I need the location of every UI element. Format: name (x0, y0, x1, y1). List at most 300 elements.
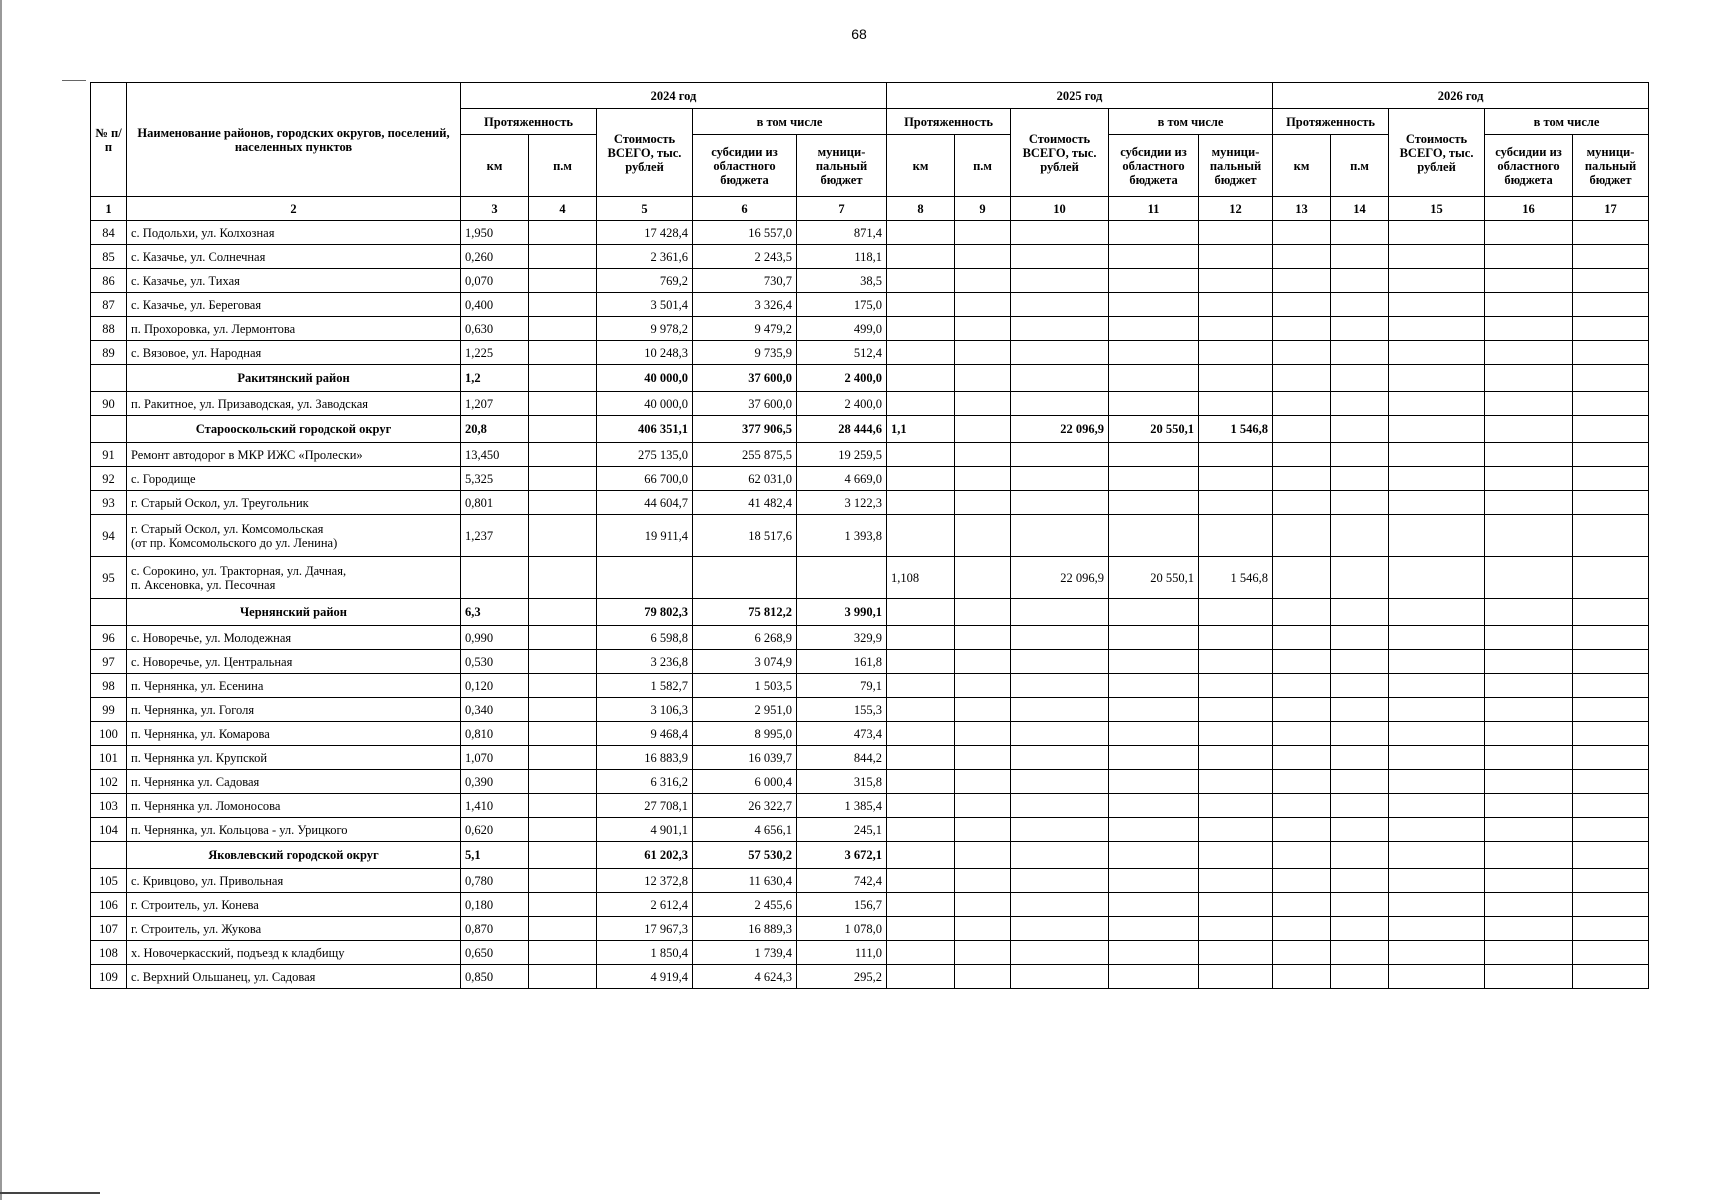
cost-2024: 2 361,6 (597, 245, 693, 269)
pm-2025 (955, 365, 1011, 392)
km-2025 (887, 698, 955, 722)
group-row (91, 365, 1649, 392)
municipal-2026 (1573, 842, 1649, 869)
km-2024: 0,870 (461, 917, 529, 941)
km-2025 (887, 941, 955, 965)
km-2026 (1273, 491, 1331, 515)
km-2026 (1273, 650, 1331, 674)
municipal-2025 (1199, 941, 1273, 965)
municipal-2026 (1573, 917, 1649, 941)
pm-2025 (955, 515, 1011, 557)
km-2024: 1,207 (461, 392, 529, 416)
pm-2025 (955, 965, 1011, 989)
column-number: 10 (1011, 197, 1109, 221)
table-row (91, 650, 1649, 674)
subsidies-2025: 20 550,1 (1109, 557, 1199, 599)
pm-2024 (529, 515, 597, 557)
cost-2024: 79 802,3 (597, 599, 693, 626)
subsidies-2025 (1109, 818, 1199, 842)
cost-2026 (1389, 626, 1485, 650)
km-2026 (1273, 722, 1331, 746)
location-name: п. Ракитное, ул. Призаводская, ул. Заводская (127, 392, 461, 416)
location-name-line1: г. Старый Оскол, ул. Комсомольская (131, 521, 324, 536)
municipal-2024: 175,0 (797, 293, 887, 317)
pm-2024 (529, 557, 597, 599)
header-length: Протяженность (887, 109, 1011, 135)
municipal-2024: 3 672,1 (797, 842, 887, 869)
cost-2025 (1011, 515, 1109, 557)
subsidies-2026 (1485, 650, 1573, 674)
cost-2024: 40 000,0 (597, 365, 693, 392)
subsidies-2025 (1109, 650, 1199, 674)
location-name-line2: п. Аксеновка, ул. Песочная (131, 577, 276, 592)
cost-2025 (1011, 650, 1109, 674)
municipal-2026 (1573, 818, 1649, 842)
municipal-2026 (1573, 467, 1649, 491)
table-row (91, 515, 1649, 557)
km-2025 (887, 341, 955, 365)
subsidies-2025 (1109, 722, 1199, 746)
location-name (127, 557, 461, 599)
cost-2026 (1389, 392, 1485, 416)
subsidies-2024: 16 889,3 (693, 917, 797, 941)
subsidies-2024: 2 951,0 (693, 698, 797, 722)
cost-2025 (1011, 221, 1109, 245)
location-name: г. Строитель, ул. Жукова (127, 917, 461, 941)
municipal-2026 (1573, 674, 1649, 698)
table-row (91, 770, 1649, 794)
municipal-2025 (1199, 293, 1273, 317)
pm-2026 (1331, 746, 1389, 770)
km-2026 (1273, 842, 1331, 869)
km-2026 (1273, 794, 1331, 818)
subsidies-2026 (1485, 269, 1573, 293)
column-number: 1 (91, 197, 127, 221)
cost-2026 (1389, 599, 1485, 626)
table-row (91, 965, 1649, 989)
municipal-2026 (1573, 317, 1649, 341)
pm-2024 (529, 722, 597, 746)
column-number: 6 (693, 197, 797, 221)
pm-2025 (955, 941, 1011, 965)
cost-2025 (1011, 467, 1109, 491)
km-2026 (1273, 317, 1331, 341)
column-number: 8 (887, 197, 955, 221)
subsidies-2026 (1485, 467, 1573, 491)
pm-2026 (1331, 893, 1389, 917)
pm-2026 (1331, 365, 1389, 392)
cost-2026 (1389, 842, 1485, 869)
row-number (91, 842, 127, 869)
subsidies-2025: 20 550,1 (1109, 416, 1199, 443)
table-row (91, 392, 1649, 416)
pm-2026 (1331, 245, 1389, 269)
subsidies-2026 (1485, 245, 1573, 269)
subsidies-2026 (1485, 917, 1573, 941)
row-number: 91 (91, 443, 127, 467)
cost-2025 (1011, 965, 1109, 989)
header-pm: п.м (955, 135, 1011, 197)
row-number: 85 (91, 245, 127, 269)
cost-2025 (1011, 941, 1109, 965)
group-row (91, 599, 1649, 626)
pm-2024 (529, 794, 597, 818)
km-2024: 0,850 (461, 965, 529, 989)
location-name: с. Верхний Ольшанец, ул. Садовая (127, 965, 461, 989)
pm-2024 (529, 842, 597, 869)
pm-2026 (1331, 794, 1389, 818)
municipal-2025 (1199, 626, 1273, 650)
location-name: п. Чернянка ул. Крупской (127, 746, 461, 770)
km-2025: 1,108 (887, 557, 955, 599)
column-number: 12 (1199, 197, 1273, 221)
cost-2026 (1389, 698, 1485, 722)
pm-2024 (529, 917, 597, 941)
subsidies-2026 (1485, 443, 1573, 467)
cost-2025 (1011, 770, 1109, 794)
km-2025 (887, 245, 955, 269)
pm-2026 (1331, 317, 1389, 341)
cost-2026 (1389, 770, 1485, 794)
km-2025 (887, 269, 955, 293)
table-row (91, 869, 1649, 893)
table-row (91, 698, 1649, 722)
pm-2026 (1331, 842, 1389, 869)
municipal-2026 (1573, 698, 1649, 722)
header-subsidies: субсидии из областного бюджета (1485, 135, 1573, 197)
pm-2024 (529, 674, 597, 698)
column-number: 7 (797, 197, 887, 221)
cost-2024: 10 248,3 (597, 341, 693, 365)
cost-2024: 2 612,4 (597, 893, 693, 917)
location-name: с. Новоречье, ул. Центральная (127, 650, 461, 674)
location-name (127, 515, 461, 557)
subsidies-2025 (1109, 491, 1199, 515)
table-row (91, 245, 1649, 269)
cost-2026 (1389, 818, 1485, 842)
cost-2026 (1389, 317, 1485, 341)
pm-2024 (529, 365, 597, 392)
pm-2024 (529, 626, 597, 650)
cost-2026 (1389, 746, 1485, 770)
km-2024: 1,237 (461, 515, 529, 557)
pm-2026 (1331, 869, 1389, 893)
pm-2026 (1331, 626, 1389, 650)
pm-2026 (1331, 674, 1389, 698)
group-row (91, 416, 1649, 443)
km-2025 (887, 794, 955, 818)
subsidies-2024: 377 906,5 (693, 416, 797, 443)
km-2024: 0,070 (461, 269, 529, 293)
municipal-2024: 4 669,0 (797, 467, 887, 491)
km-2025 (887, 770, 955, 794)
km-2025 (887, 626, 955, 650)
cost-2024: 61 202,3 (597, 842, 693, 869)
pm-2026 (1331, 467, 1389, 491)
km-2026 (1273, 818, 1331, 842)
location-name: с. Городище (127, 467, 461, 491)
subsidies-2026 (1485, 626, 1573, 650)
table-row (91, 293, 1649, 317)
cost-2025 (1011, 245, 1109, 269)
km-2024: 0,801 (461, 491, 529, 515)
cost-2026 (1389, 869, 1485, 893)
row-number: 90 (91, 392, 127, 416)
subsidies-2024: 9 735,9 (693, 341, 797, 365)
table-row (91, 794, 1649, 818)
subsidies-2026 (1485, 416, 1573, 443)
municipal-2026 (1573, 626, 1649, 650)
pm-2025 (955, 893, 1011, 917)
district-name: Ракитянский район (127, 365, 461, 392)
subsidies-2024: 62 031,0 (693, 467, 797, 491)
pm-2026 (1331, 515, 1389, 557)
km-2025 (887, 818, 955, 842)
municipal-2026 (1573, 557, 1649, 599)
km-2024: 13,450 (461, 443, 529, 467)
km-2024: 5,325 (461, 467, 529, 491)
km-2026 (1273, 965, 1331, 989)
km-2026 (1273, 515, 1331, 557)
cost-2025 (1011, 818, 1109, 842)
pm-2025 (955, 416, 1011, 443)
km-2026 (1273, 917, 1331, 941)
km-2026 (1273, 941, 1331, 965)
row-number: 86 (91, 269, 127, 293)
subsidies-2026 (1485, 698, 1573, 722)
table-row (91, 341, 1649, 365)
location-name: Ремонт автодорог в МКР ИЖС «Пролески» (127, 443, 461, 467)
municipal-2025 (1199, 515, 1273, 557)
pm-2025 (955, 842, 1011, 869)
pm-2025 (955, 722, 1011, 746)
municipal-2025 (1199, 770, 1273, 794)
row-number: 88 (91, 317, 127, 341)
pm-2024 (529, 491, 597, 515)
km-2025 (887, 392, 955, 416)
municipal-2024: 473,4 (797, 722, 887, 746)
subsidies-2026 (1485, 341, 1573, 365)
pm-2024 (529, 245, 597, 269)
km-2024: 0,400 (461, 293, 529, 317)
cost-2025 (1011, 674, 1109, 698)
header-name: Наименование районов, городских округов, поселений, населенных пунктов (127, 83, 461, 197)
km-2024: 1,410 (461, 794, 529, 818)
cost-2026 (1389, 794, 1485, 818)
subsidies-2025 (1109, 869, 1199, 893)
km-2026 (1273, 467, 1331, 491)
municipal-2026 (1573, 746, 1649, 770)
cost-2024: 40 000,0 (597, 392, 693, 416)
location-name: п. Прохоровка, ул. Лермонтова (127, 317, 461, 341)
municipal-2026 (1573, 221, 1649, 245)
cost-2024: 6 598,8 (597, 626, 693, 650)
subsidies-2024: 1 503,5 (693, 674, 797, 698)
pm-2025 (955, 650, 1011, 674)
cost-2024: 4 901,1 (597, 818, 693, 842)
location-name: с. Новоречье, ул. Молодежная (127, 626, 461, 650)
municipal-2024: 1 385,4 (797, 794, 887, 818)
header-including: в том числе (1485, 109, 1649, 135)
pm-2026 (1331, 698, 1389, 722)
pm-2025 (955, 674, 1011, 698)
subsidies-2025 (1109, 842, 1199, 869)
subsidies-2026 (1485, 893, 1573, 917)
row-number: 84 (91, 221, 127, 245)
subsidies-2024: 2 243,5 (693, 245, 797, 269)
row-number: 106 (91, 893, 127, 917)
cost-2026 (1389, 515, 1485, 557)
municipal-2024: 499,0 (797, 317, 887, 341)
km-2026 (1273, 599, 1331, 626)
header-pm: п.м (529, 135, 597, 197)
municipal-2025 (1199, 722, 1273, 746)
subsidies-2026 (1485, 392, 1573, 416)
district-name: Яковлевский городской округ (127, 842, 461, 869)
cost-2026 (1389, 674, 1485, 698)
pm-2025 (955, 221, 1011, 245)
cost-2025 (1011, 392, 1109, 416)
subsidies-2025 (1109, 698, 1199, 722)
cost-2025 (1011, 626, 1109, 650)
km-2026 (1273, 770, 1331, 794)
row-number: 100 (91, 722, 127, 746)
km-2025 (887, 842, 955, 869)
cost-2024: 12 372,8 (597, 869, 693, 893)
subsidies-2024: 18 517,6 (693, 515, 797, 557)
cost-2024: 19 911,4 (597, 515, 693, 557)
table-row (91, 443, 1649, 467)
pm-2024 (529, 698, 597, 722)
km-2026 (1273, 245, 1331, 269)
municipal-2024: 155,3 (797, 698, 887, 722)
km-2025 (887, 365, 955, 392)
subsidies-2024: 16 039,7 (693, 746, 797, 770)
pm-2026 (1331, 941, 1389, 965)
municipal-2024: 871,4 (797, 221, 887, 245)
pm-2026 (1331, 770, 1389, 794)
row-number: 96 (91, 626, 127, 650)
cost-2026 (1389, 293, 1485, 317)
km-2026 (1273, 392, 1331, 416)
cost-2026 (1389, 467, 1485, 491)
municipal-2025 (1199, 698, 1273, 722)
subsidies-2024: 37 600,0 (693, 365, 797, 392)
column-number: 17 (1573, 197, 1649, 221)
municipal-2026 (1573, 341, 1649, 365)
table-row (91, 557, 1649, 599)
cost-2024: 44 604,7 (597, 491, 693, 515)
row-number: 97 (91, 650, 127, 674)
pm-2025 (955, 491, 1011, 515)
subsidies-2026 (1485, 293, 1573, 317)
cost-2025 (1011, 893, 1109, 917)
municipal-2026 (1573, 416, 1649, 443)
pm-2025 (955, 467, 1011, 491)
cost-2026 (1389, 269, 1485, 293)
km-2025 (887, 650, 955, 674)
municipal-2024: 329,9 (797, 626, 887, 650)
km-2024: 0,630 (461, 317, 529, 341)
header-municipal: муници-пальный бюджет (1199, 135, 1273, 197)
municipal-2025 (1199, 317, 1273, 341)
subsidies-2026 (1485, 746, 1573, 770)
km-2026 (1273, 293, 1331, 317)
subsidies-2025 (1109, 599, 1199, 626)
table-row (91, 269, 1649, 293)
subsidies-2024: 16 557,0 (693, 221, 797, 245)
subsidies-2025 (1109, 317, 1199, 341)
municipal-2026 (1573, 965, 1649, 989)
header-cost-total: Стоимость ВСЕГО, тыс. рублей (1011, 109, 1109, 197)
municipal-2024: 161,8 (797, 650, 887, 674)
municipal-2024: 118,1 (797, 245, 887, 269)
row-number: 89 (91, 341, 127, 365)
municipal-2026 (1573, 443, 1649, 467)
header-municipal: муници-пальный бюджет (1573, 135, 1649, 197)
subsidies-2026 (1485, 794, 1573, 818)
cost-2024: 3 236,8 (597, 650, 693, 674)
row-number: 94 (91, 515, 127, 557)
subsidies-2024: 4 624,3 (693, 965, 797, 989)
municipal-2025 (1199, 491, 1273, 515)
municipal-2025 (1199, 794, 1273, 818)
subsidies-2026 (1485, 317, 1573, 341)
subsidies-2024: 11 630,4 (693, 869, 797, 893)
cost-2024: 17 967,3 (597, 917, 693, 941)
municipal-2025 (1199, 917, 1273, 941)
pm-2024 (529, 341, 597, 365)
header-municipal: муници-пальный бюджет (797, 135, 887, 197)
km-2025 (887, 515, 955, 557)
cost-2025: 22 096,9 (1011, 557, 1109, 599)
row-number: 101 (91, 746, 127, 770)
subsidies-2026 (1485, 557, 1573, 599)
subsidies-2025 (1109, 746, 1199, 770)
km-2025 (887, 722, 955, 746)
municipal-2024 (797, 557, 887, 599)
pm-2025 (955, 269, 1011, 293)
cost-2025 (1011, 269, 1109, 293)
row-number: 105 (91, 869, 127, 893)
subsidies-2026 (1485, 869, 1573, 893)
subsidies-2024: 26 322,7 (693, 794, 797, 818)
municipal-2024: 3 122,3 (797, 491, 887, 515)
district-name: Старооскольский городской округ (127, 416, 461, 443)
row-number: 92 (91, 467, 127, 491)
row-number: 95 (91, 557, 127, 599)
location-name: с. Казачье, ул. Солнечная (127, 245, 461, 269)
header-length: Протяженность (1273, 109, 1389, 135)
subsidies-2025 (1109, 965, 1199, 989)
pm-2024 (529, 443, 597, 467)
row-number: 108 (91, 941, 127, 965)
header-km: км (461, 135, 529, 197)
location-name: г. Старый Оскол, ул. Треугольник (127, 491, 461, 515)
pm-2024 (529, 770, 597, 794)
row-number: 87 (91, 293, 127, 317)
pm-2024 (529, 941, 597, 965)
header-year-2024: 2024 год (461, 83, 887, 109)
cost-2025 (1011, 365, 1109, 392)
municipal-2025 (1199, 365, 1273, 392)
km-2025 (887, 491, 955, 515)
km-2025 (887, 293, 955, 317)
cost-2026 (1389, 365, 1485, 392)
subsidies-2024: 255 875,5 (693, 443, 797, 467)
km-2025 (887, 221, 955, 245)
km-2026 (1273, 869, 1331, 893)
